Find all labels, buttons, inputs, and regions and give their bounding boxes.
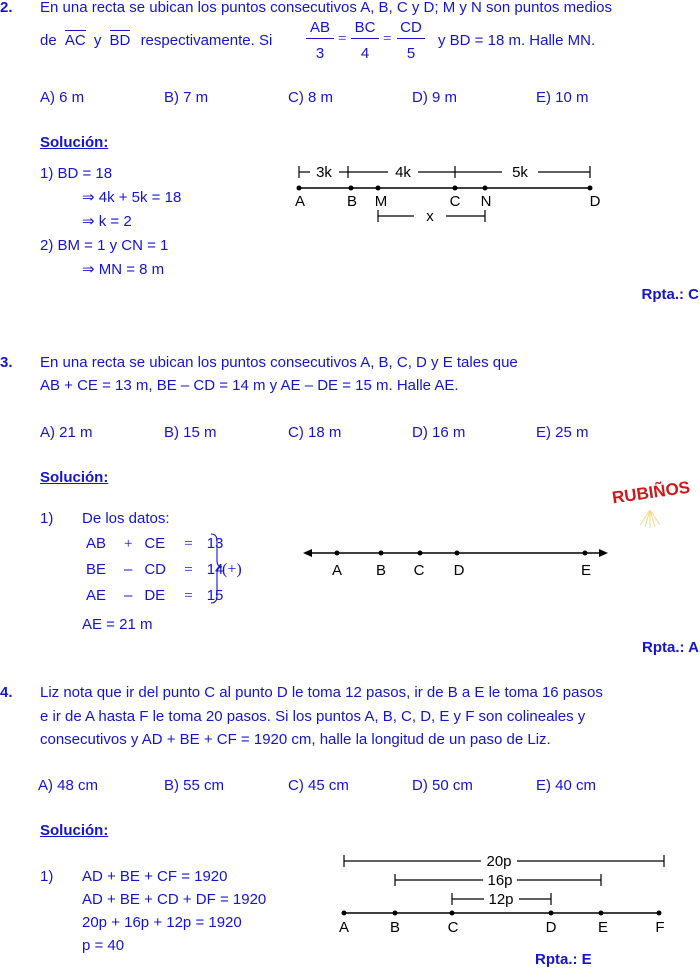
option-c: C) 18 m [288, 424, 342, 441]
label-16p: 16p [487, 872, 513, 889]
option-a: A) 6 m [40, 89, 85, 106]
fraction-bc-denominator: 4 [360, 45, 370, 62]
solution-heading: Solución: [40, 822, 109, 839]
solution-heading: Solución: [40, 134, 109, 151]
text-respectivamente: respectivamente. Si [140, 32, 273, 49]
label-20p: 20p [486, 853, 512, 870]
point-label: D [453, 562, 465, 579]
option-c: C) 45 cm [288, 777, 349, 794]
point-label: A [331, 562, 343, 579]
problem-4-line-2: e ir de A hasta F le toma 20 pasos. Si los puntos A, B, C, D, E y F son colineales y [40, 708, 586, 725]
point-label: E [597, 919, 609, 936]
option-e: E) 25 m [536, 424, 589, 441]
solution-step: ⇒ MN = 8 m [82, 261, 165, 278]
option-a: A) 48 cm [38, 777, 99, 794]
point-label: B [346, 193, 358, 210]
fraction-ab-denominator: 3 [315, 45, 325, 62]
solution-step: AD + BE + CF = 1920 [82, 868, 228, 885]
solution-step: p = 40 [82, 937, 125, 954]
point-label: C [413, 562, 425, 579]
answer-p3: Rpta.: A [642, 639, 699, 656]
point-label: D [589, 193, 601, 210]
svg-text:RUBIÑOS: RUBIÑOS [610, 477, 692, 508]
point-label: E [580, 562, 592, 579]
option-a: A) 21 m [40, 424, 93, 441]
problem-4-line-3: consecutivos y AD + BE + CF = 1920 cm, halle la longitud de un paso de Liz. [40, 731, 551, 748]
option-d: D) 50 cm [412, 777, 473, 794]
label-3k: 3k [316, 164, 332, 181]
problem-3-number: 3. [0, 354, 13, 371]
point-label: C [447, 919, 459, 936]
answer-p2: Rpta.: C [641, 286, 699, 303]
point-label: B [375, 562, 387, 579]
fraction-ab-numerator: AB [309, 19, 330, 36]
label-4k: 4k [395, 164, 411, 181]
point-label: D [545, 919, 557, 936]
plus-marker: (+) [222, 561, 242, 578]
point-label: C [449, 193, 461, 210]
equation-row: AE – DE = 15 [86, 587, 224, 604]
problem-2-line-1: En una recta se ubican los puntos consecutivos A, B, C y D; M y N son puntos medios [40, 0, 612, 16]
option-b: B) 7 m [164, 89, 209, 106]
option-b: B) 15 m [164, 424, 217, 441]
point-label: A [338, 919, 350, 936]
problem-3-line-2: AB + CE = 13 m, BE – CD = 14 m y AE – DE = 15 m. Halle AE. [40, 377, 459, 394]
segment-bd: BD [109, 32, 131, 49]
label-12p: 12p [488, 891, 514, 908]
label-x: x [426, 208, 434, 225]
segment-ac: AC [64, 32, 86, 49]
equation-row: AB + CE = 13 [86, 535, 224, 552]
problem-4-line-1: Liz nota que ir del punto C al punto D le toma 12 pasos, ir de B a E le toma 16 pasos [40, 684, 603, 701]
fraction-cd-numerator: CD [400, 19, 422, 36]
text-y: y [93, 32, 102, 49]
point-label: M [374, 193, 388, 210]
equals-sign: = [338, 31, 347, 47]
text-de: de [40, 32, 57, 49]
option-d: D) 16 m [412, 424, 466, 441]
answer-p4: Rpta.: E [535, 951, 592, 968]
option-d: D) 9 m [412, 89, 457, 106]
solution-step: AD + BE + CD + DF = 1920 [82, 891, 267, 908]
solution-heading: Solución: [40, 469, 109, 486]
label-5k: 5k [512, 164, 528, 181]
solution-step: 20p + 16p + 12p = 1920 [82, 914, 242, 931]
option-e: E) 40 cm [536, 777, 597, 794]
problem-3-line-1: En una recta se ubican los puntos consecutivos A, B, C, D y E tales que [40, 354, 518, 371]
problem-2-number: 2. [0, 0, 13, 16]
problem-4-number: 4. [0, 684, 13, 701]
option-b: B) 55 cm [164, 777, 225, 794]
solution-result: AE = 21 m [82, 616, 153, 633]
equals-sign: = [383, 31, 392, 47]
solution-step: ⇒ k = 2 [82, 213, 132, 230]
option-e: E) 10 m [536, 89, 589, 106]
solution-step: 1) BD = 18 [40, 165, 113, 182]
equation-row: BE – CD = 14 [86, 561, 224, 578]
option-c: C) 8 m [288, 89, 333, 106]
solution-step-label: 1) [40, 868, 54, 885]
point-label: A [294, 193, 306, 210]
point-label: F [655, 919, 665, 936]
solution-step: 2) BM = 1 y CN = 1 [40, 237, 169, 254]
solution-step-text: De los datos: [82, 510, 170, 527]
fraction-bc-numerator: BC [354, 19, 376, 36]
solution-step: ⇒ 4k + 5k = 18 [82, 189, 182, 206]
problem-2-tail: y BD = 18 m. Halle MN. [438, 32, 596, 49]
solution-step-label: 1) [40, 510, 54, 527]
fraction-cd-denominator: 5 [406, 45, 416, 62]
point-label: B [389, 919, 401, 936]
point-label: N [480, 193, 492, 210]
